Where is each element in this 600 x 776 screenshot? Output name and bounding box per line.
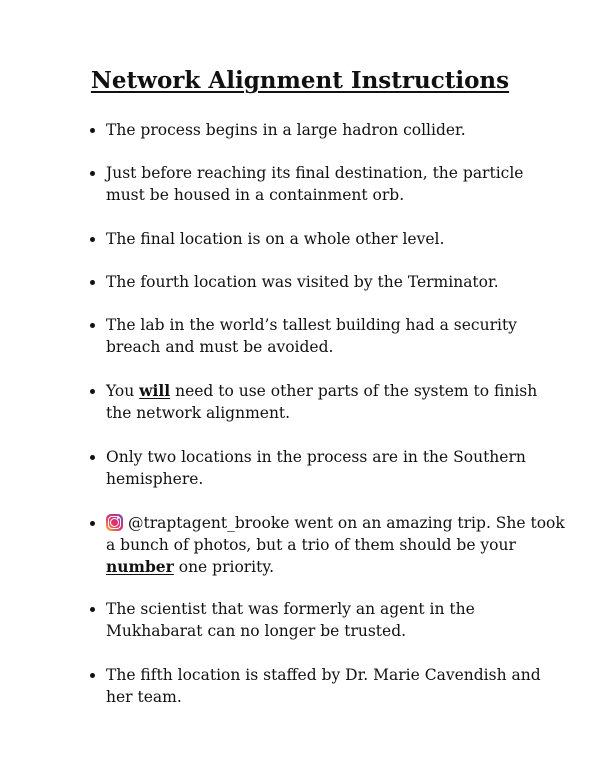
- bullet-icon: [90, 171, 95, 176]
- list-item: Just before reaching its final destination, the particle must be housed in a containment orb.: [106, 162, 566, 206]
- page-title: Network Alignment Instructions: [90, 67, 510, 94]
- list-item: Only two locations in the process are in the Southern hemisphere.: [106, 446, 566, 490]
- instagram-icon: [106, 514, 123, 531]
- list-item: @traptagent_brooke went on an amazing trip. She took a bunch of photos, but a trio of them should be your number one priority.: [106, 512, 566, 578]
- list-item: You will need to use other parts of the system to finish the network alignment.: [106, 380, 566, 424]
- bullet-icon: [90, 128, 95, 133]
- bullet-icon: [90, 237, 95, 242]
- bullet-icon: [90, 280, 95, 285]
- list-item: The process begins in a large hadron collider.: [106, 119, 566, 141]
- list-item: The fourth location was visited by the Terminator.: [106, 271, 566, 293]
- list-item: The scientist that was formerly an agent in the Mukhabarat can no longer be trusted.: [106, 598, 566, 642]
- list-item: The final location is on a whole other level.: [106, 228, 566, 250]
- list-item: The lab in the world’s tallest building had a security breach and must be avoided.: [106, 314, 566, 358]
- bullet-icon: [90, 521, 95, 526]
- bullet-icon: [90, 323, 95, 328]
- bullet-icon: [90, 607, 95, 612]
- list-item: The fifth location is staffed by Dr. Marie Cavendish and her team.: [106, 664, 566, 708]
- bullet-icon: [90, 389, 95, 394]
- bullet-icon: [90, 673, 95, 678]
- bullet-icon: [90, 455, 95, 460]
